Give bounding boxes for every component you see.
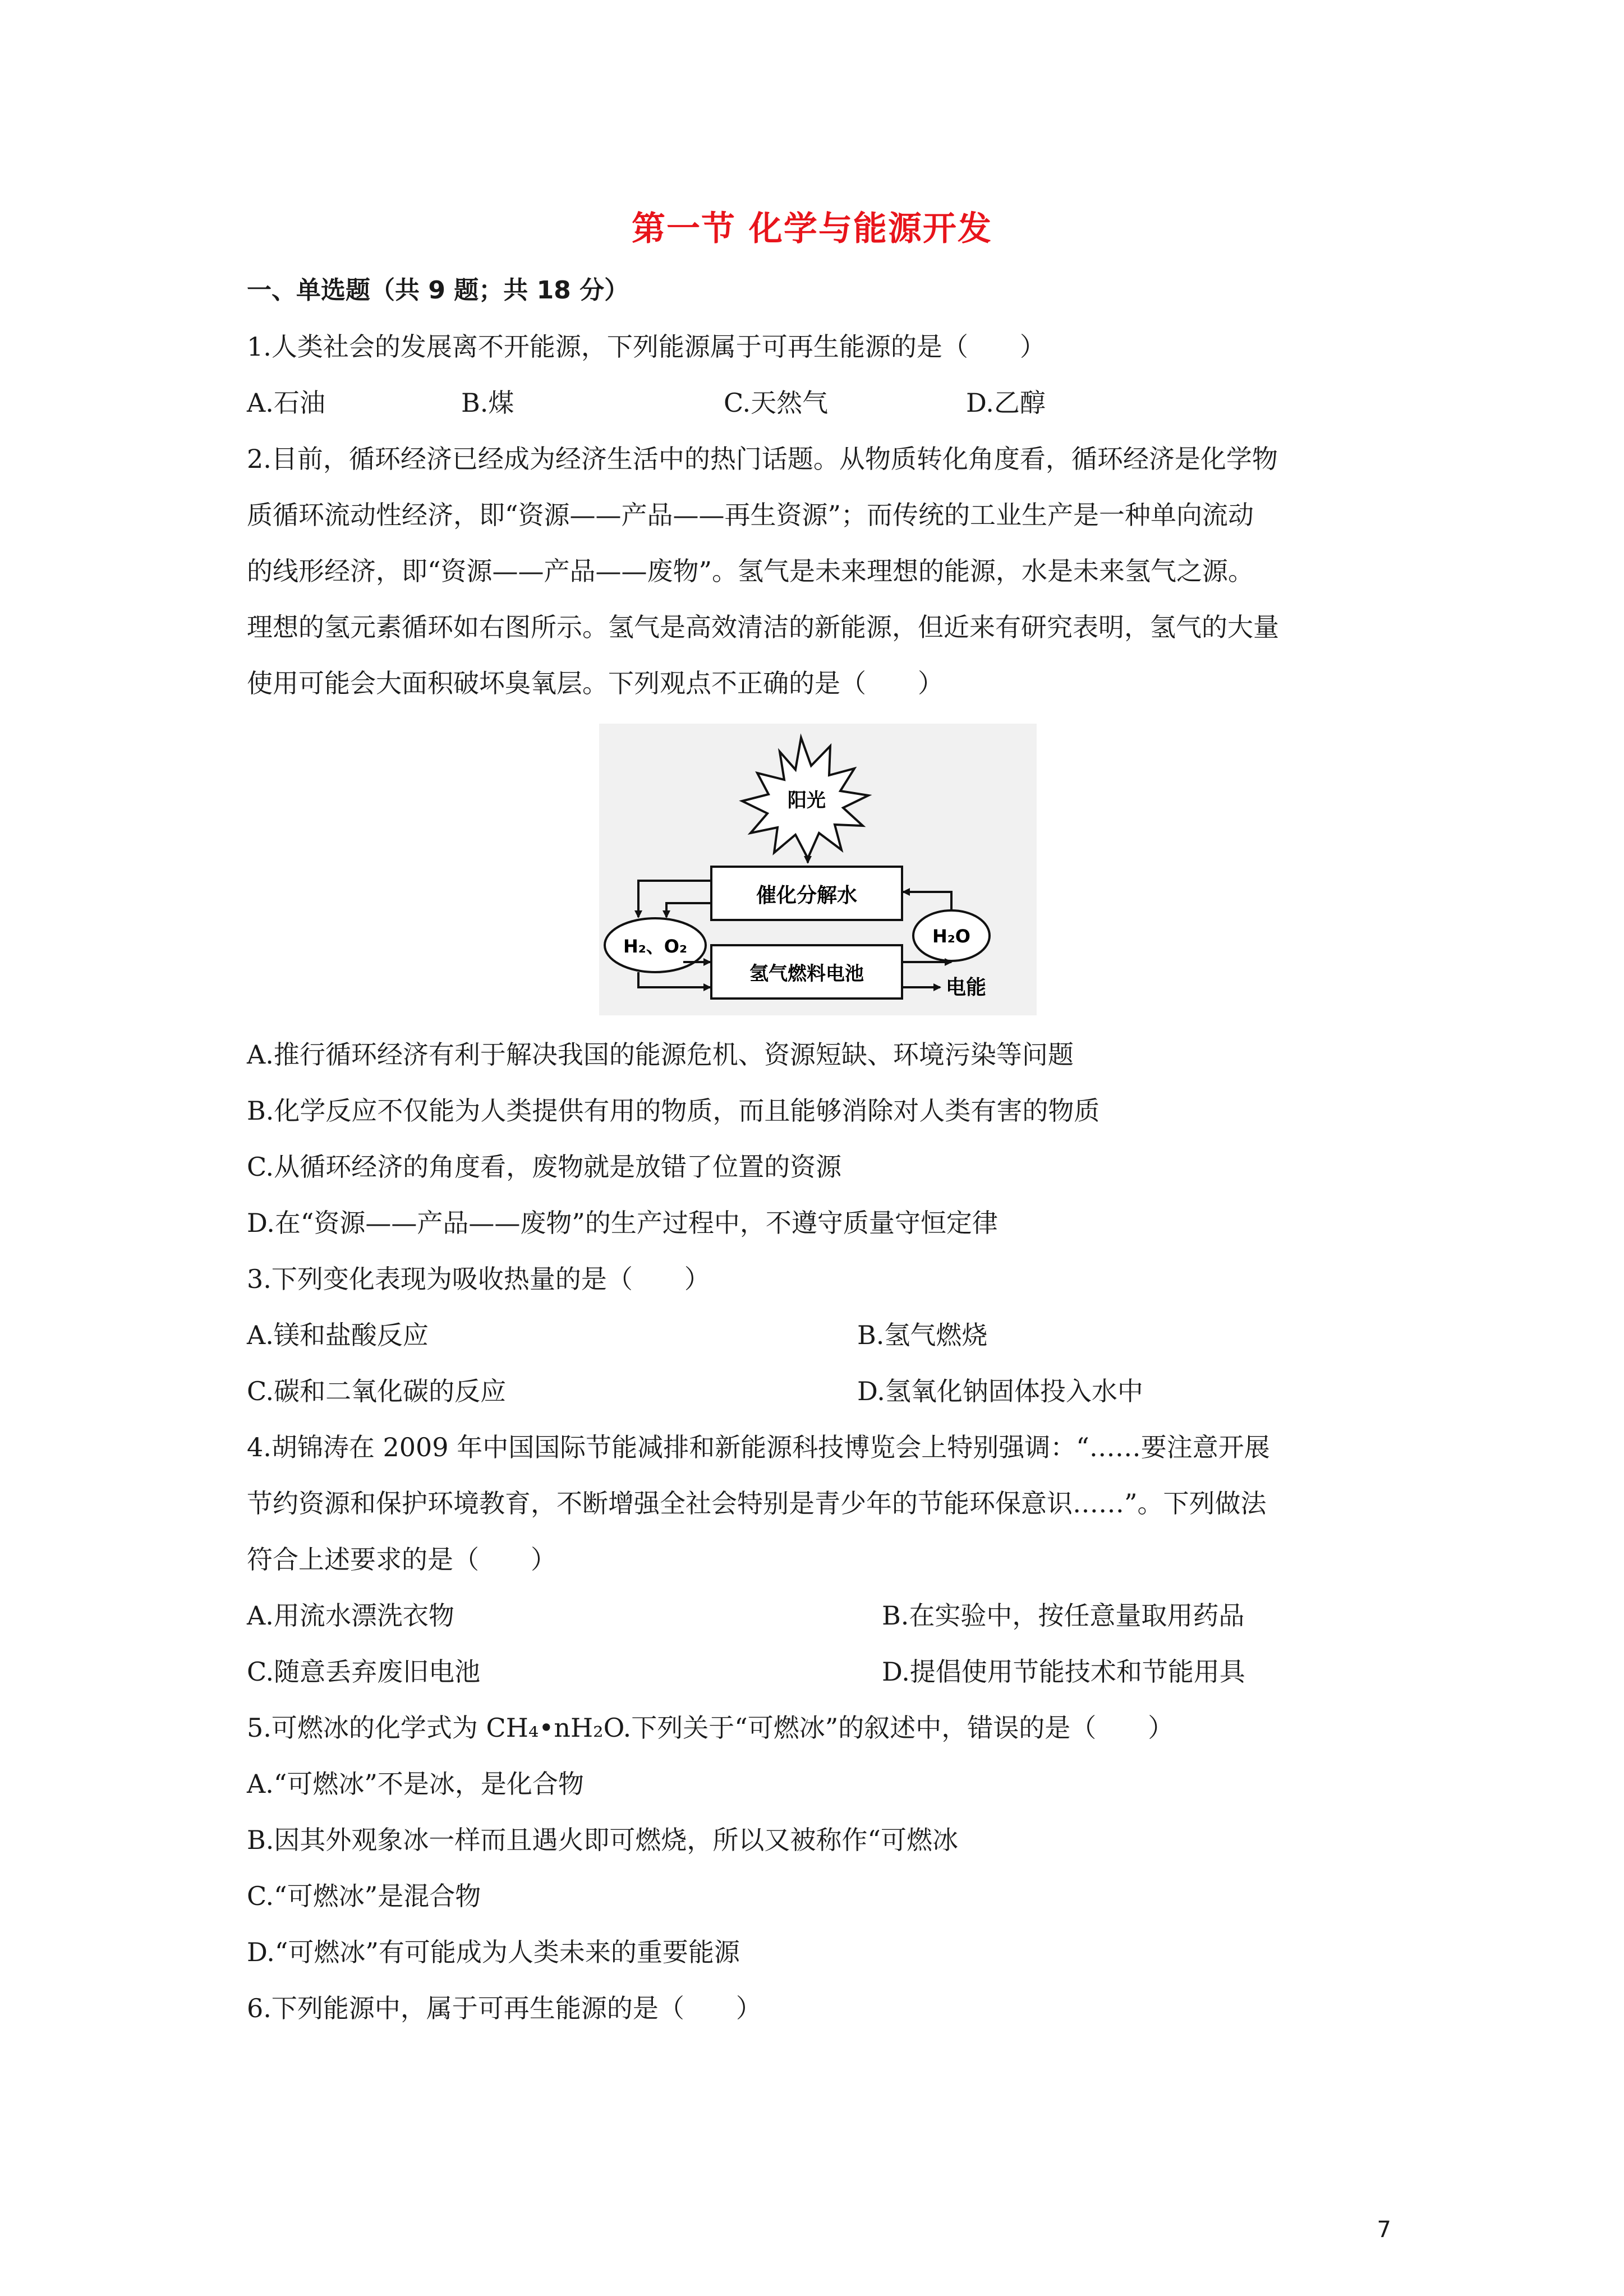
hydrogen-cycle-figure <box>599 724 1037 1015</box>
q5-option-d: D.“可燃冰”有可能成为人类未来的重要能源 <box>247 1937 740 1967</box>
output-label: 电能 <box>946 976 987 999</box>
hydrogen-cycle-diagram <box>599 724 1037 1015</box>
q4-option-c: C.随意丢弃废旧电池 <box>247 1657 481 1687</box>
q2-option-a: A.推行循环经济有利于解决我国的能源危机、资源短缺、环境污染等问题 <box>247 1039 1074 1070</box>
question-4-line-3: 符合上述要求的是（ ） <box>247 1544 556 1575</box>
sun-label: 阳光 <box>788 789 826 812</box>
question-2-line-4: 理想的氢元素循环如右图所示。氢气是高效清洁的新能源，但近来有研究表明，氢气的大量 <box>247 612 1279 642</box>
q2-option-c: C.从循环经济的角度看，废物就是放错了位置的资源 <box>247 1152 842 1182</box>
question-3-stem: 3.下列变化表现为吸收热量的是（ ） <box>247 1264 710 1294</box>
q3-option-b: B.氢气燃烧 <box>857 1320 988 1350</box>
question-4-line-2: 节约资源和保护环境教育，不断增强全社会特别是青少年的节能环保意识……”。下列做法 <box>247 1488 1267 1519</box>
question-6-stem: 6.下列能源中，属于可再生能源的是（ ） <box>247 1993 762 2023</box>
question-2-line-3: 的线形经济，即“资源——产品——废物”。氢气是未来理想的能源，水是未来氢气之源。 <box>247 556 1254 586</box>
q4-option-a: A.用流水漂洗衣物 <box>247 1600 454 1631</box>
left-ellipse-label: H₂、O₂ <box>623 936 688 957</box>
q5-option-a: A.“可燃冰”不是冰，是化合物 <box>247 1769 584 1799</box>
q1-option-b: B.煤 <box>461 388 514 418</box>
q4-option-b: B.在实验中，按任意量取用药品 <box>882 1600 1245 1631</box>
top-box-label: 催化分解水 <box>756 884 858 907</box>
q3-option-d: D.氢氧化钠固体投入水中 <box>857 1376 1143 1406</box>
page-title: 第一节 化学与能源开发 <box>632 209 992 249</box>
q2-option-b: B.化学反应不仅能为人类提供有用的物质，而且能够消除对人类有害的物质 <box>247 1096 1100 1126</box>
q1-option-a: A.石油 <box>247 388 325 418</box>
q2-option-d: D.在“资源——产品——废物”的生产过程中，不遵守质量守恒定律 <box>247 1208 998 1238</box>
right-ellipse-label: H₂O <box>932 926 970 947</box>
question-1-stem: 1.人类社会的发展离不开能源，下列能源属于可再生能源的是（ ） <box>247 332 1046 362</box>
question-2-line-5: 使用可能会大面积破坏臭氧层。下列观点不正确的是（ ） <box>247 668 944 698</box>
question-2-line-2: 质循环流动性经济，即“资源——产品——再生资源”；而传统的工业生产是一种单向流动 <box>247 500 1254 530</box>
q4-option-d: D.提倡使用节能技术和节能用具 <box>882 1657 1245 1687</box>
page-number: 7 <box>1377 2217 1391 2243</box>
q1-option-d: D.乙醇 <box>966 388 1046 418</box>
question-5-stem: 5.可燃冰的化学式为 CH₄•nH₂O.下列关于“可燃冰”的叙述中，错误的是（ ） <box>247 1713 1174 1743</box>
q1-option-c: C.天然气 <box>724 388 829 418</box>
q3-option-a: A.镁和盐酸反应 <box>247 1320 429 1350</box>
bottom-box-label: 氢气燃料电池 <box>749 963 864 985</box>
q5-option-c: C.“可燃冰”是混合物 <box>247 1881 481 1911</box>
q3-option-c: C.碳和二氧化碳的反应 <box>247 1376 507 1406</box>
question-4-line-1: 4.胡锦涛在 2009 年中国国际节能减排和新能源科技博览会上特别强调：“……要注意开展 <box>247 1432 1270 1462</box>
section-heading: 一、单选题（共 9 题；共 18 分） <box>247 276 629 305</box>
question-2-line-1: 2.目前，循环经济已经成为经济生活中的热门话题。从物质转化角度看，循环经济是化学物 <box>247 444 1278 474</box>
q5-option-b: B.因其外观象冰一样而且遇火即可燃烧，所以又被称作“可燃冰 <box>247 1825 958 1855</box>
